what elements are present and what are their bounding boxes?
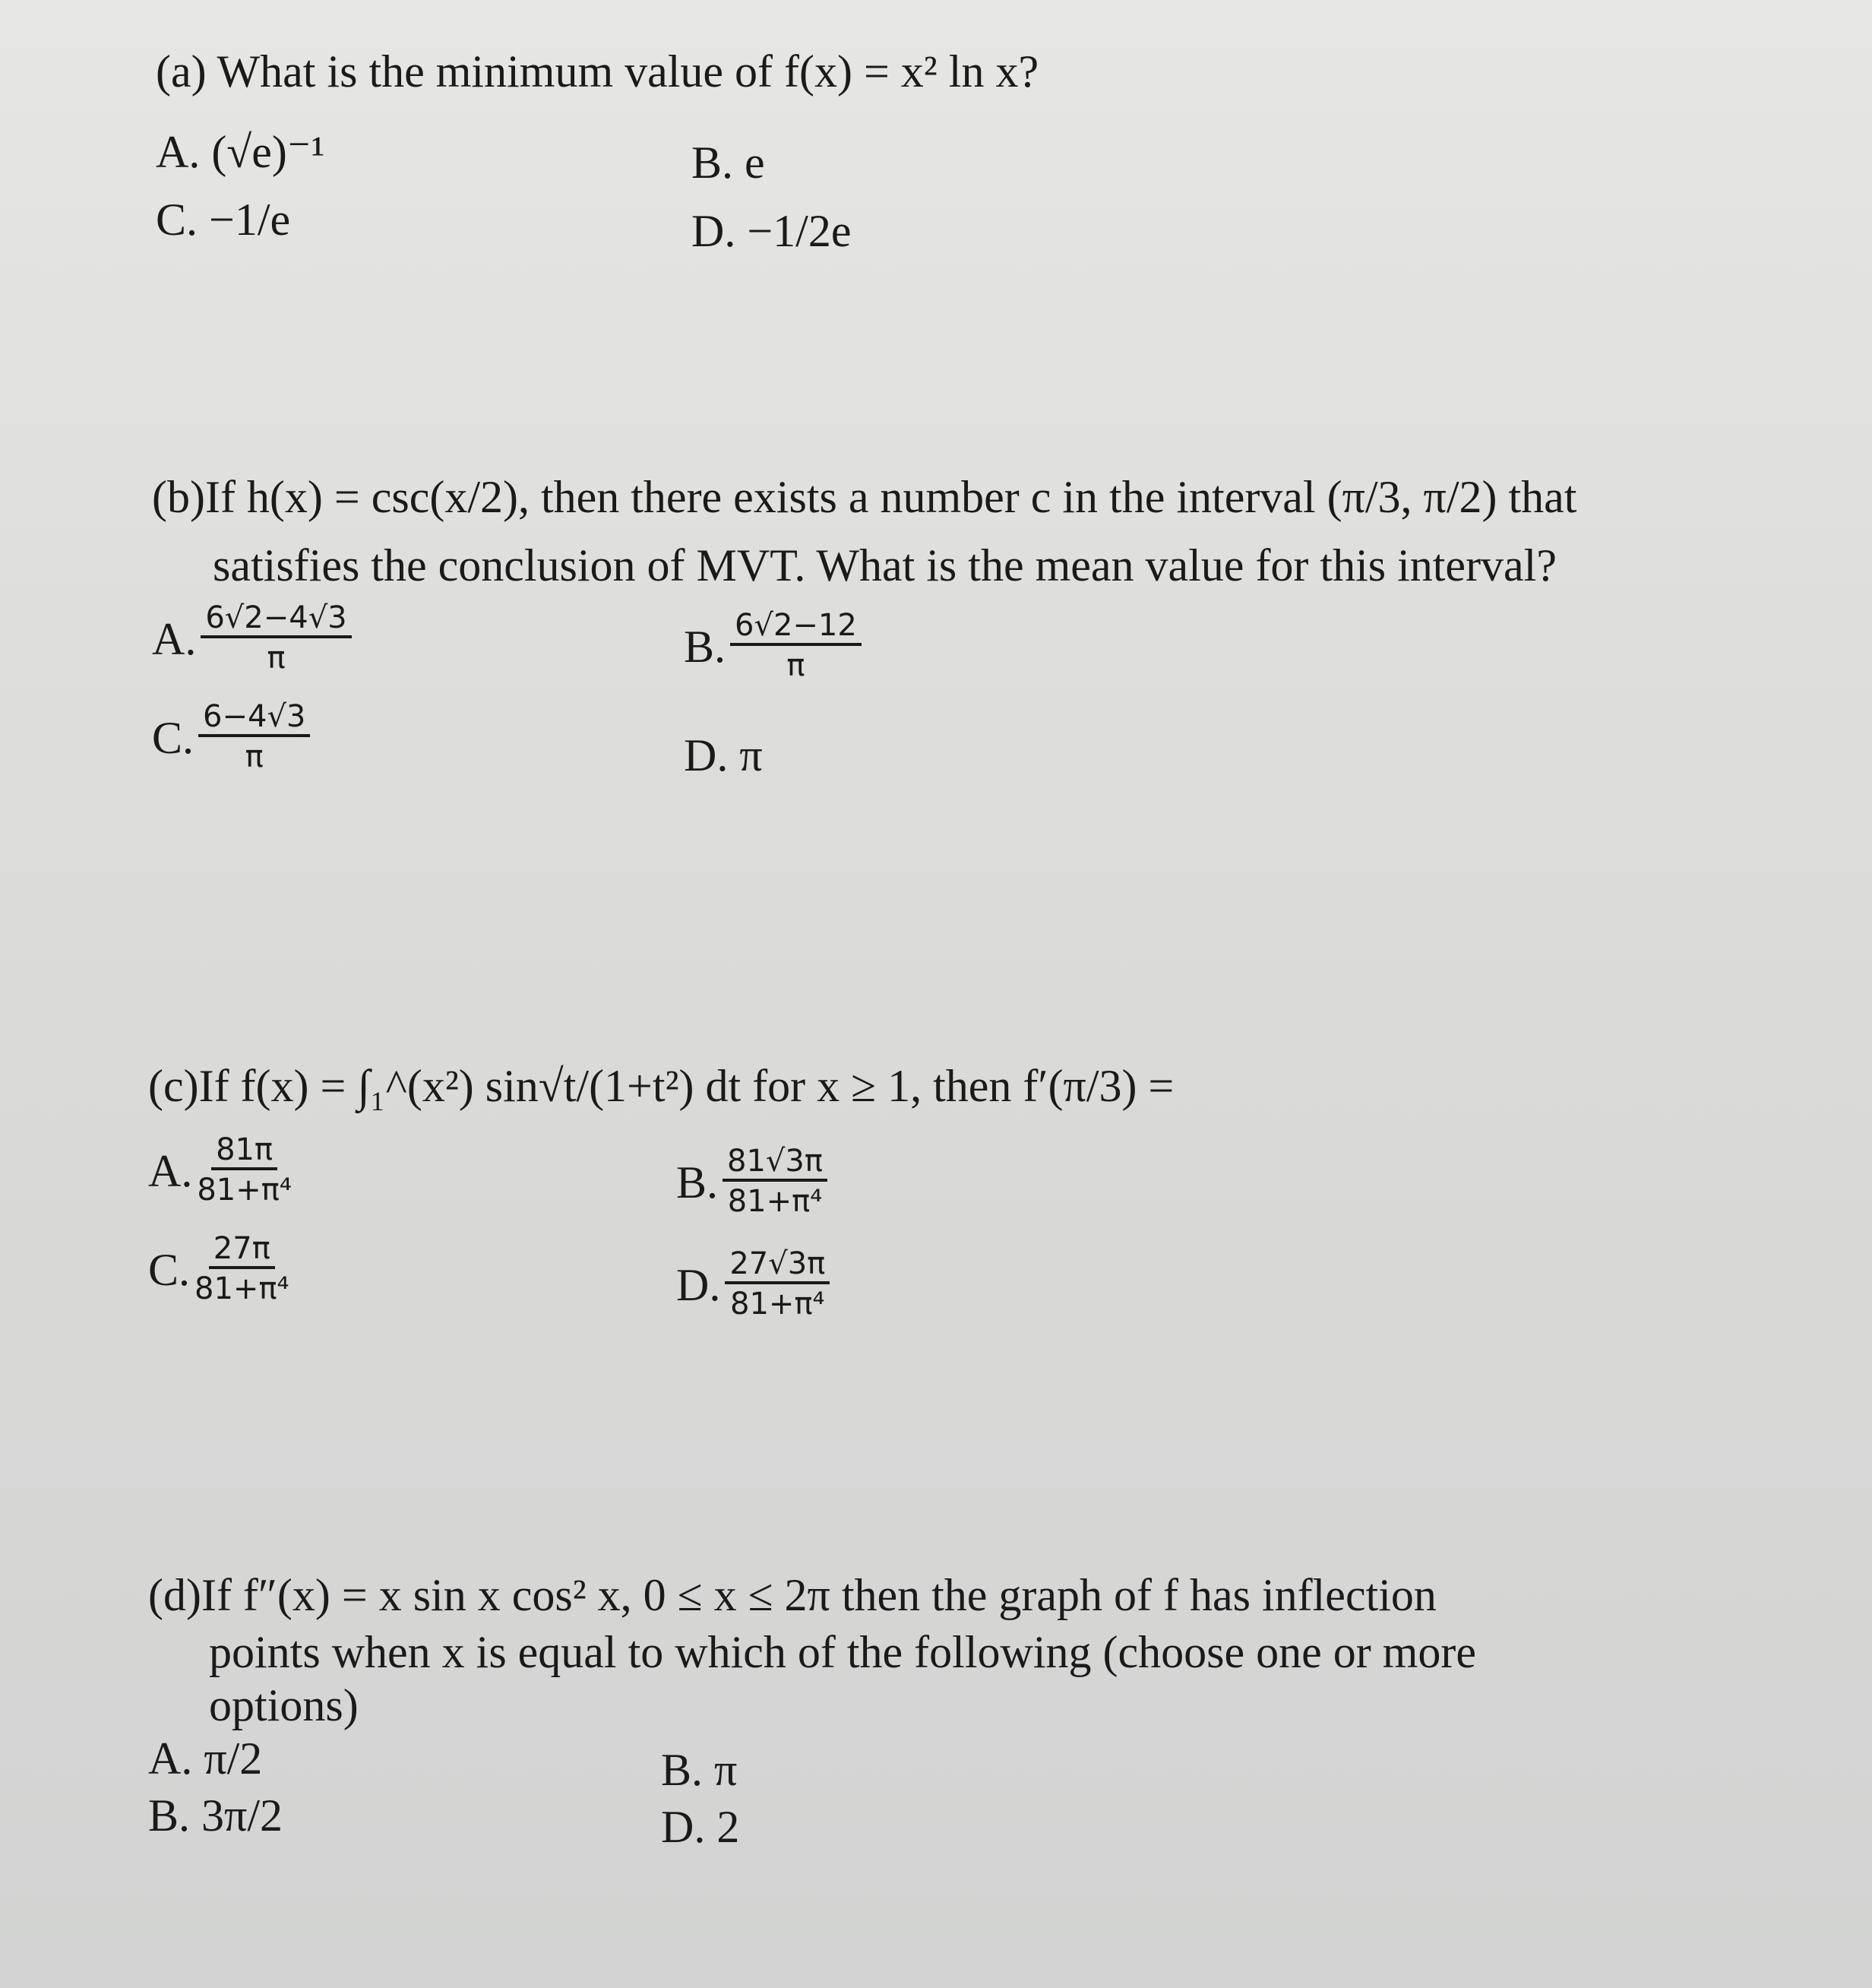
question-c-option-d [676, 1246, 830, 1324]
numerator: 81√3π [723, 1144, 827, 1182]
denominator: 81+π⁴ [730, 1287, 825, 1322]
option-label: A. [152, 613, 197, 664]
question-c-option-c [148, 1231, 289, 1309]
denominator: π [245, 739, 264, 774]
option-label: A. [148, 1145, 193, 1196]
numerator: 6−4√3 [198, 699, 310, 737]
denominator: 81+π⁴ [727, 1184, 823, 1219]
option-label: C. [152, 712, 194, 763]
denominator: 81+π⁴ [197, 1173, 292, 1208]
question-d-line-3: options) [209, 1680, 359, 1730]
question-a-option-c: C. −1/e [156, 195, 291, 245]
option-label: B. [676, 1157, 719, 1208]
question-a-option-d: D. −1/2e [691, 206, 852, 256]
question-d-option-b-right: B. π [661, 1745, 738, 1795]
option-label: B. [684, 621, 726, 672]
fraction [730, 608, 862, 685]
numerator: 27π [209, 1231, 275, 1269]
question-b-line-1: (b)If h(x) = csc(x/2), then there exists a number c in the interval (π/3, π/2) that [152, 472, 1577, 522]
fraction [725, 1246, 830, 1324]
numerator: 27√3π [725, 1246, 830, 1284]
denominator: π [267, 641, 286, 676]
question-a-option-a: A. (√e)⁻¹ [156, 127, 325, 177]
question-a: (a) What is the minimum value of f(x) = x² ln x? [156, 46, 1039, 97]
option-label: D. [676, 1259, 721, 1310]
fraction [198, 699, 310, 777]
question-a-option-b: B. e [691, 138, 765, 188]
numerator: 6√2−4√3 [201, 600, 351, 638]
fraction [194, 1231, 289, 1309]
question-b-option-c [152, 699, 310, 777]
question-b-option-a [152, 600, 352, 678]
question-d-option-b-left: B. 3π/2 [148, 1790, 283, 1841]
fraction [197, 1132, 292, 1210]
denominator: 81+π⁴ [194, 1271, 289, 1306]
question-b-option-b [684, 608, 862, 685]
question-d-option-a: A. π/2 [148, 1733, 263, 1784]
question-c: (c)If f(x) = ∫₁^(x²) sin√t/(1+t²) dt for x ≥ 1, then f′(π/3) = [148, 1061, 1175, 1111]
fraction [723, 1144, 827, 1221]
question-d-option-d: D. 2 [661, 1802, 740, 1852]
question-b-option-d: D. π [684, 730, 763, 780]
option-label: C. [148, 1244, 191, 1295]
question-c-option-b [676, 1144, 827, 1221]
question-d-line-2: points when x is equal to which of the following (choose one or more [209, 1627, 1476, 1677]
numerator: 81π [211, 1132, 277, 1170]
question-c-option-a [148, 1132, 292, 1210]
fraction [201, 600, 351, 678]
question-d-line-1: (d)If f″(x) = x sin x cos² x, 0 ≤ x ≤ 2π then the graph of f has inflection [148, 1570, 1437, 1620]
numerator: 6√2−12 [730, 608, 862, 646]
denominator: π [786, 648, 805, 683]
question-b-line-2: satisfies the conclusion of MVT. What is the mean value for this interval? [213, 540, 1557, 590]
